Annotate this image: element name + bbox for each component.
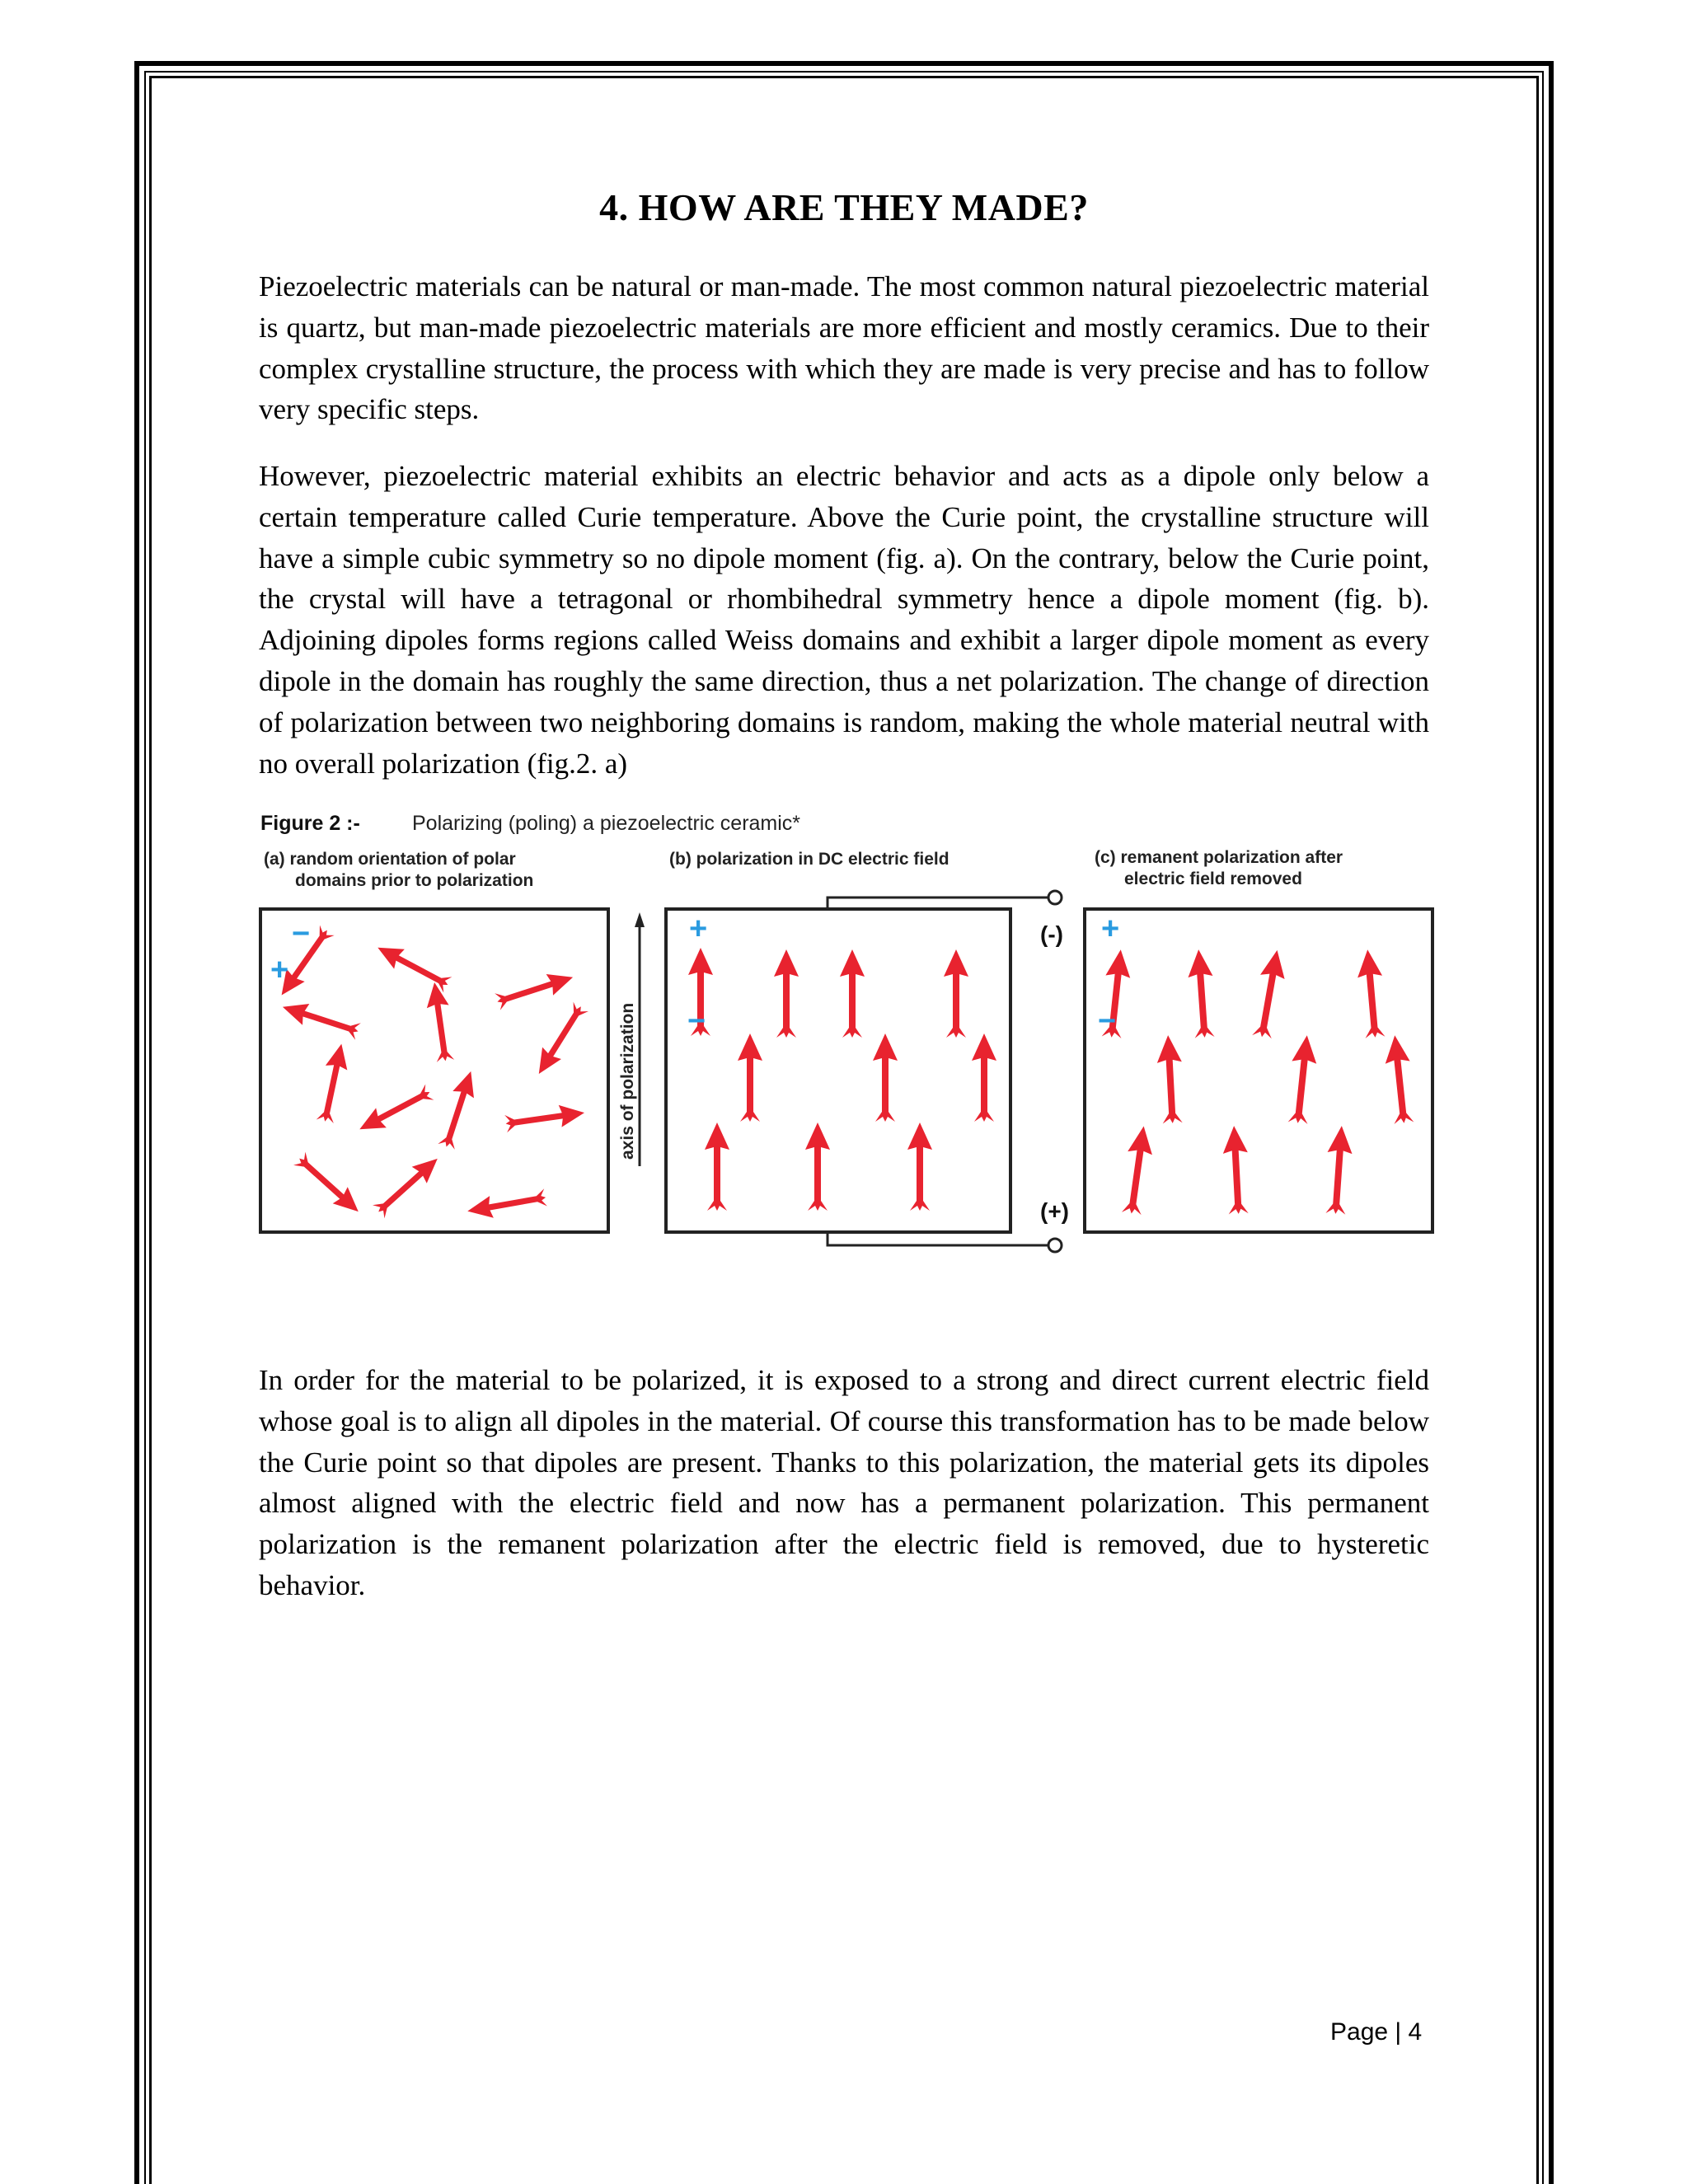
negative-terminal-label: (-) bbox=[1040, 921, 1063, 947]
polarization-axis bbox=[618, 912, 645, 1166]
section-heading: 4. HOW ARE THEY MADE? bbox=[599, 186, 1089, 228]
figure-poling bbox=[257, 804, 1436, 1265]
panel-c-title-line1: (c) remanent polarization after bbox=[1095, 848, 1343, 867]
figure-caption: Polarizing (poling) a piezoelectric ceramic* bbox=[412, 812, 801, 835]
panel-b-minus-sign: − bbox=[687, 1004, 706, 1038]
panel-a-dipoles bbox=[273, 924, 591, 1222]
page-number: Page | 4 bbox=[1330, 2018, 1423, 2046]
paragraph-intro: Piezoelectric materials can be natural or man-made. The most common natural piezoelectric material is quartz, but man-made piezoelectric materials are more efficient and mostly ceramics. Due to their complex crystalline structure, the process with which they are made is very precise and has to follow very specific steps. bbox=[259, 270, 1429, 426]
panel-c-plus-sign: + bbox=[1101, 912, 1120, 946]
panel-c-dipoles bbox=[1100, 948, 1417, 1215]
figure-label: Figure 2 :- bbox=[260, 812, 360, 835]
panel-a-title-line1: (a) random orientation of polar bbox=[264, 850, 516, 869]
panel-a-frame bbox=[260, 909, 608, 1232]
positive-terminal-label: (+) bbox=[1040, 1198, 1069, 1224]
paragraph-polarization: In order for the material to be polarized, it is exposed to a strong and direct current electric field whose goal is to align all dipoles in the material. Of course this transformation has to be made below the Curie point so that dipoles are present. Thanks to this polarization, the material gets its dipoles almost aligned with the electric field and now has a permanent polarization. This permanent polarization is the remanent polarization after the electric field is removed, due to hysteretic behavior. bbox=[259, 1364, 1429, 1601]
panel-c-minus-sign: − bbox=[1098, 1004, 1117, 1038]
panel-a-minus-sign: − bbox=[292, 916, 311, 951]
axis-label: axis of polarization bbox=[618, 1002, 637, 1160]
panel-b-dipoles bbox=[688, 948, 996, 1211]
panel-a-plus-sign: + bbox=[270, 953, 289, 987]
panel-b-title: (b) polarization in DC electric field bbox=[669, 850, 950, 869]
panel-b-plus-sign: + bbox=[689, 912, 708, 946]
electrode-wires bbox=[828, 891, 1062, 1252]
panel-a-title-line2: domains prior to polarization bbox=[295, 871, 534, 890]
paragraph-curie: However, piezoelectric material exhibits an electric behavior and acts as a dipole only below a certain temperature called Curie temperature. Above the Curie point, the crystalline structure will have a simple cubic symmetry so no dipole moment (fig. a). On the contrary, below the Curie point, the crystal will have a tetragonal or rhombihedral symmetry hence a dipole moment (fig. b). Adjoining dipoles forms regions called Weiss domains and exhibit a larger dipole moment as every dipole in the domain has roughly the same direction, thus a net polarization. The change of direction of polarization between two neighboring domains is random, making the whole material neutral with no overall polarization (fig.2. a) bbox=[259, 460, 1429, 780]
panel-c-title-line2: electric field removed bbox=[1124, 869, 1302, 888]
